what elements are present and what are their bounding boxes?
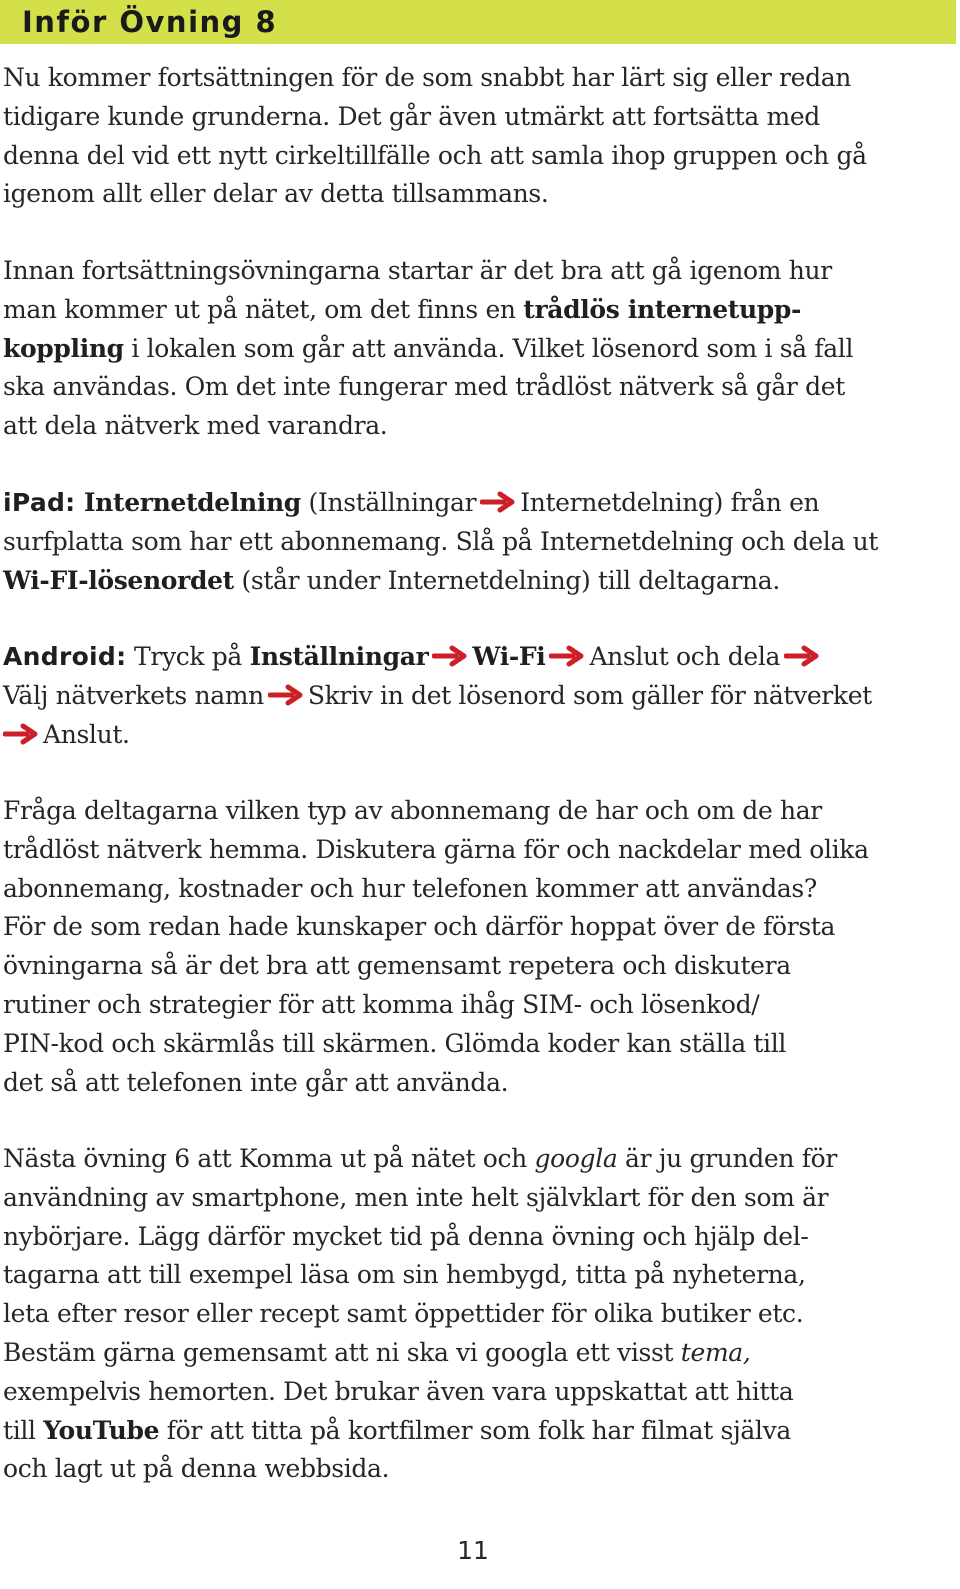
text-segment: man kommer ut på nätet, om det finns en bbox=[3, 294, 524, 324]
text-line: denna del vid ett nytt cirkeltillfälle och att samla ihop gruppen och gå bbox=[3, 140, 867, 170]
text-line bbox=[3, 1412, 953, 1451]
next-exercise-paragraph bbox=[3, 1140, 953, 1489]
text-line bbox=[3, 291, 953, 330]
text-line: abonnemang, kostnader och hur telefonen kommer att användas? bbox=[3, 873, 817, 903]
android-paragraph bbox=[3, 638, 953, 754]
text-line: leta efter resor eller recept samt öppettider för olika butiker etc. bbox=[3, 1299, 804, 1329]
text-line bbox=[3, 1334, 953, 1373]
text-line: rutiner och strategier för att komma ihåg SIM- och lösenkod/ bbox=[3, 989, 760, 1019]
text-line: exempelvis hemorten. Det brukar även vara uppskattat att hitta bbox=[3, 1376, 794, 1406]
text-line: ska användas. Om det inte fungerar med trådlöst nätverk så går det bbox=[3, 372, 845, 402]
text-line: övningarna så är det bra att gemensamt repetera och diskutera bbox=[3, 951, 791, 981]
text-segment: i lokalen som går att använda. Vilket lösenord som i så fall bbox=[123, 333, 854, 363]
text-segment: Anslut. bbox=[43, 719, 130, 749]
right-arrow-icon bbox=[432, 645, 468, 667]
text-line: tidigare kunde grunderna. Det går även utmärkt att fortsätta med bbox=[3, 101, 820, 131]
bold-term: Wi-Fi bbox=[472, 642, 546, 671]
bold-term: Internetdelning bbox=[75, 488, 301, 517]
text-line: Innan fortsättningsövningarna startar är det bra att gå igenom hur bbox=[3, 256, 832, 285]
discussion-paragraph bbox=[3, 792, 953, 1102]
bold-term: trådlös internetupp- bbox=[523, 294, 802, 324]
text-segment: (står under Internetdelning) till deltagarna. bbox=[233, 565, 780, 595]
wifi-paragraph bbox=[3, 252, 953, 446]
right-arrow-icon bbox=[268, 684, 304, 706]
text-line: användning av smartphone, men inte helt självklart för den som är bbox=[3, 1182, 829, 1212]
text-line: trådlöst nätverk hemma. Diskutera gärna för och nackdelar med olika bbox=[3, 834, 869, 864]
header-bar bbox=[0, 0, 956, 44]
text-segment: Nästa övning 6 att Komma ut på nätet och bbox=[3, 1144, 535, 1173]
text-line: tagarna att till exempel läsa om sin hembygd, titta på nyheterna, bbox=[3, 1260, 806, 1290]
bold-term: YouTube bbox=[43, 1415, 160, 1445]
text-line bbox=[3, 330, 953, 369]
text-segment: Tryck på bbox=[126, 642, 250, 671]
text-line: surfplatta som har ett abonnemang. Slå på Internetdelning och dela ut bbox=[3, 526, 879, 556]
text-segment: Internetdelning) från en bbox=[520, 488, 820, 517]
text-line: att dela nätverk med varandra. bbox=[3, 411, 388, 441]
text-segment: för att titta på kortfilmer som folk har filmat själva bbox=[159, 1415, 791, 1445]
text-line bbox=[3, 562, 953, 601]
intro-paragraph bbox=[3, 59, 953, 214]
text-line: igenom allt eller delar av detta tillsammans. bbox=[3, 179, 549, 209]
bold-term: Inställningar bbox=[249, 642, 429, 671]
text-line: PIN-kod och skärmlås till skärmen. Glömda koder kan ställa till bbox=[3, 1028, 786, 1058]
text-segment: (Inställningar bbox=[300, 488, 477, 517]
text-segment: Anslut och dela bbox=[589, 642, 781, 671]
text-segment: Välj nätverkets namn bbox=[3, 680, 264, 710]
text-line: det så att telefonen inte går att använda. bbox=[3, 1067, 509, 1097]
text-line: nybörjare. Lägg därför mycket tid på denna övning och hjälp del- bbox=[3, 1221, 809, 1251]
text-line bbox=[3, 638, 953, 677]
text-line bbox=[3, 677, 953, 716]
text-segment: Bestäm gärna gemensamt att ni ska vi googla ett visst bbox=[3, 1337, 681, 1367]
italic-term: googla bbox=[534, 1144, 618, 1173]
text-line bbox=[3, 716, 953, 755]
bold-term: Wi-FI-lösenordet bbox=[3, 565, 234, 595]
text-line bbox=[3, 484, 953, 523]
text-line bbox=[3, 1140, 953, 1179]
right-arrow-icon bbox=[480, 491, 516, 513]
ipad-paragraph bbox=[3, 484, 953, 600]
italic-term: tema, bbox=[680, 1337, 751, 1367]
text-line: och lagt ut på denna webbsida. bbox=[3, 1454, 390, 1484]
ipad-label: iPad: bbox=[3, 488, 76, 517]
text-line: Fråga deltagarna vilken typ av abonnemang de har och om de har bbox=[3, 796, 822, 825]
right-arrow-icon bbox=[3, 723, 39, 745]
text-segment: till bbox=[3, 1415, 44, 1445]
text-segment: är ju grunden för bbox=[617, 1144, 837, 1173]
page-number: 11 bbox=[457, 1536, 489, 1565]
android-label: Android: bbox=[3, 642, 127, 671]
bold-term: koppling bbox=[3, 333, 124, 363]
text-line: För de som redan hade kunskaper och därför hoppat över de första bbox=[3, 912, 836, 942]
text-line: Nu kommer fortsättningen för de som snabbt har lärt sig eller redan bbox=[3, 63, 852, 92]
right-arrow-icon bbox=[784, 645, 820, 667]
right-arrow-icon bbox=[549, 645, 585, 667]
text-segment: Skriv in det lösenord som gäller för nätverket bbox=[307, 680, 872, 710]
page-title: Inför Övning 8 bbox=[22, 5, 278, 39]
